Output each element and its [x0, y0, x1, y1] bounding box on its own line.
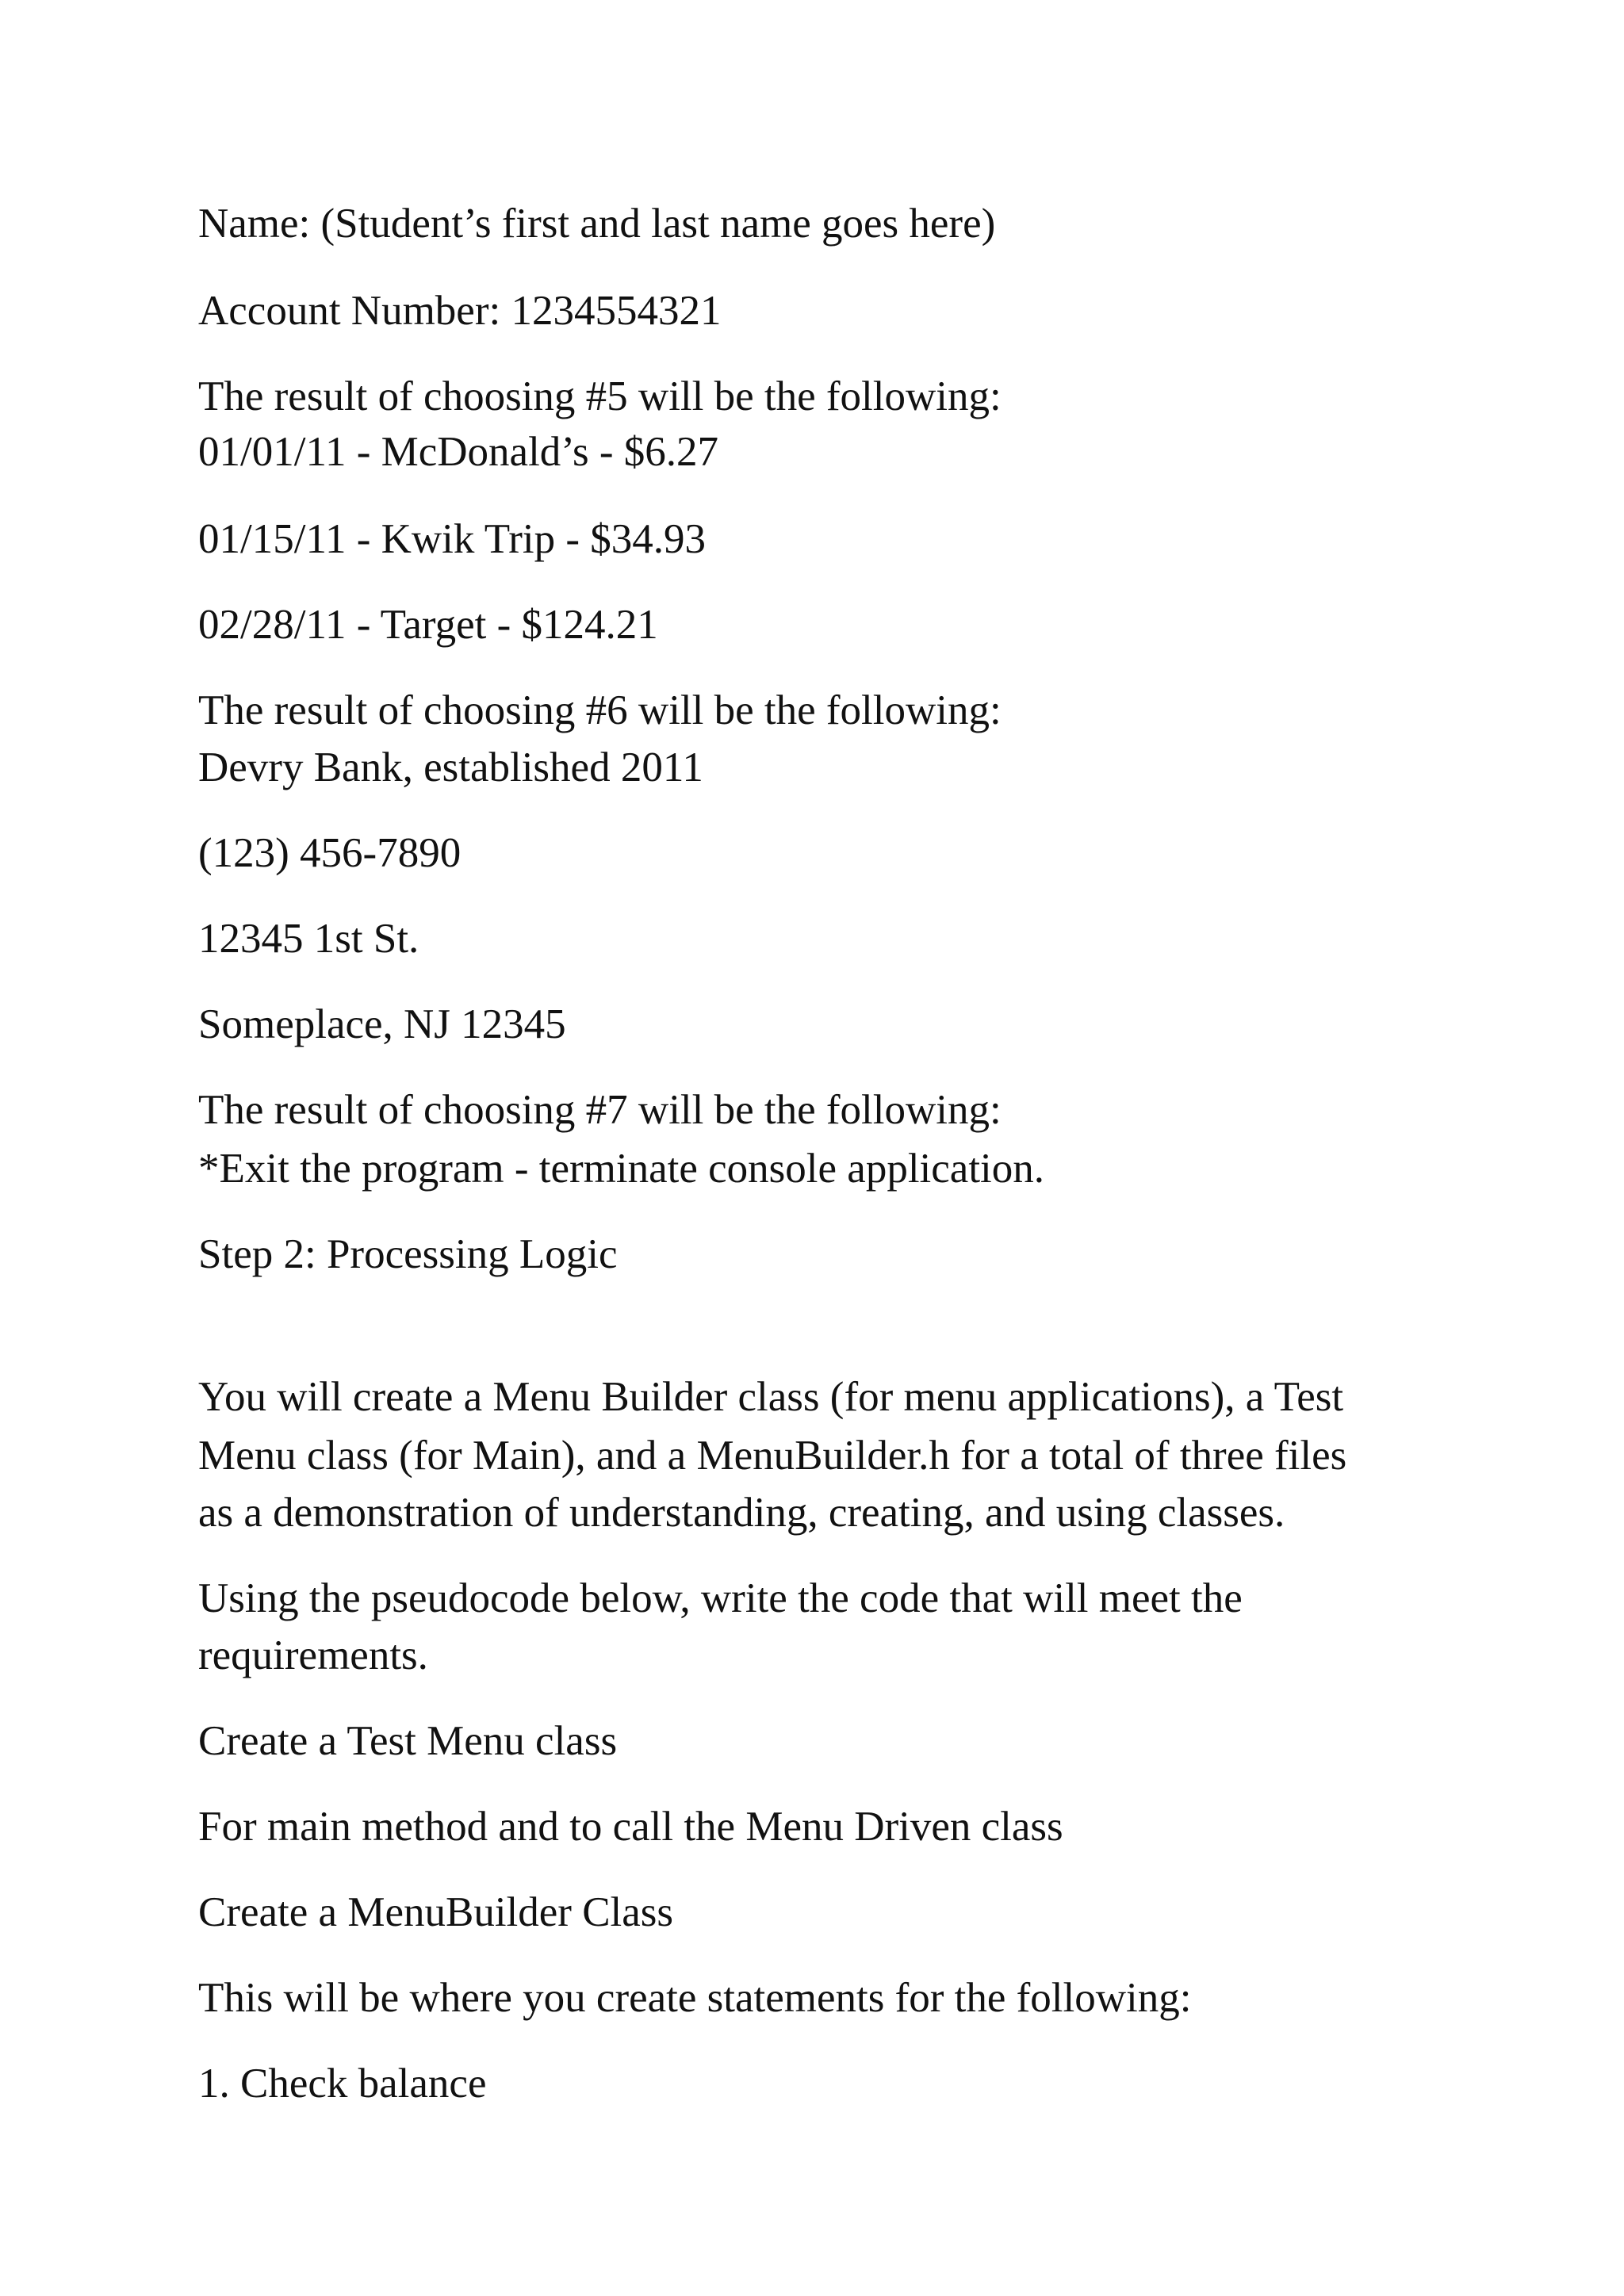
paragraph-line: as a demonstration of understanding, creating, and using classes.: [198, 1490, 1285, 1536]
bank-phone-line: (123) 456-7890: [198, 830, 462, 876]
bank-street-line: 12345 1st St.: [198, 916, 419, 962]
transaction-line: 01/01/11 - McDonald’s - $6.27: [198, 429, 719, 475]
account-number-line: Account Number: 1234554321: [198, 288, 722, 334]
paragraph-line: You will create a Menu Builder class (for menu applications), a Test: [198, 1374, 1344, 1420]
exit-line: *Exit the program - terminate console application.: [198, 1146, 1045, 1192]
list-item: This will be where you create statements for the following:: [198, 1975, 1192, 2021]
name-line: Name: (Student’s first and last name goes here): [198, 201, 996, 247]
list-item: Create a MenuBuilder Class: [198, 1889, 674, 1935]
list-item: Create a Test Menu class: [198, 1718, 618, 1764]
bank-city-line: Someplace, NJ 12345: [198, 1001, 566, 1047]
choice-6-intro: The result of choosing #6 will be the following:: [198, 687, 1002, 733]
choice-5-intro: The result of choosing #5 will be the following:: [198, 373, 1002, 419]
list-item: 1. Check balance: [198, 2061, 487, 2107]
transaction-line: 01/15/11 - Kwik Trip - $34.93: [198, 516, 706, 562]
bank-name-line: Devry Bank, established 2011: [198, 744, 703, 790]
paragraph-line: requirements.: [198, 1632, 428, 1678]
transaction-line: 02/28/11 - Target - $124.21: [198, 602, 658, 648]
step-2-heading: Step 2: Processing Logic: [198, 1231, 618, 1277]
paragraph-line: Menu class (for Main), and a MenuBuilder.h for a total of three files: [198, 1433, 1347, 1479]
paragraph-line: Using the pseudocode below, write the code that will meet the: [198, 1575, 1243, 1621]
list-item: For main method and to call the Menu Driven class: [198, 1804, 1063, 1850]
choice-7-intro: The result of choosing #7 will be the following:: [198, 1087, 1002, 1133]
